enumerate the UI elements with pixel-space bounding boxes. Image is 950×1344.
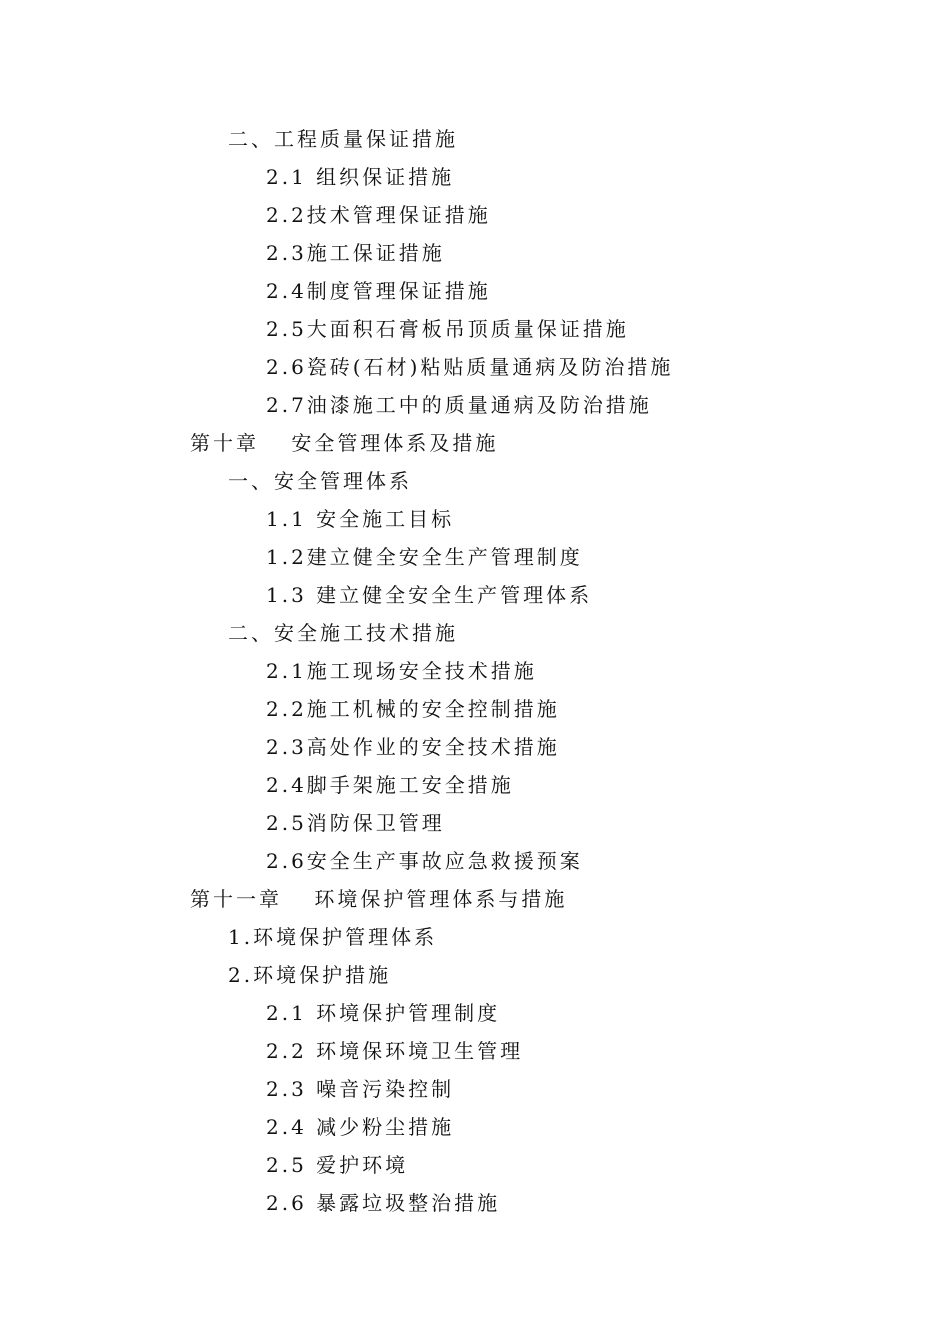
toc-item-2-3-work-at-height: 2.3高处作业的安全技术措施 [266,735,560,759]
toc-item-2-4-system-management: 2.4制度管理保证措施 [266,279,491,303]
toc-chapter-10-safety: 第十章 安全管理体系及措施 [190,431,499,455]
toc-section-safety-technical-measures: 二、安全施工技术措施 [228,621,458,645]
toc-item-2-5-protect-environment: 2.5 爱护环境 [266,1153,409,1177]
toc-item-2-1-environment-rules: 2.1 环境保护管理制度 [266,1001,501,1025]
toc-section-safety-system: 一、安全管理体系 [228,469,412,493]
toc-item-2-5-fire-security: 2.5消防保卫管理 [266,811,445,835]
toc-section-environment-measures: 2.环境保护措施 [228,963,392,987]
toc-item-2-4-dust-reduction: 2.4 减少粉尘措施 [266,1115,455,1139]
toc-item-2-2-technical-management: 2.2技术管理保证措施 [266,203,491,227]
toc-item-2-2-sanitation: 2.2 环境保环境卫生管理 [266,1039,524,1063]
toc-item-1-2-safety-rules: 1.2建立健全安全生产管理制度 [266,545,583,569]
toc-item-2-3-construction: 2.3施工保证措施 [266,241,445,265]
toc-item-2-4-scaffolding: 2.4脚手架施工安全措施 [266,773,514,797]
toc-item-2-6-emergency-plan: 2.6安全生产事故应急救援预案 [266,849,583,873]
toc-section-environment-system: 1.环境保护管理体系 [228,925,438,949]
toc-item-2-6-tile-pasting: 2.6瓷砖(石材)粘贴质量通病及防治措施 [266,355,674,379]
toc-item-2-3-noise-control: 2.3 噪音污染控制 [266,1077,455,1101]
toc-item-2-5-gypsum-ceiling: 2.5大面积石膏板吊顶质量保证措施 [266,317,629,341]
toc-item-2-6-waste-treatment: 2.6 暴露垃圾整治措施 [266,1191,501,1215]
toc-item-2-7-painting: 2.7油漆施工中的质量通病及防治措施 [266,393,652,417]
toc-chapter-11-environment: 第十一章 环境保护管理体系与措施 [190,887,568,911]
toc-item-1-3-safety-management-system: 1.3 建立健全安全生产管理体系 [266,583,593,607]
toc-item-2-2-machinery-safety: 2.2施工机械的安全控制措施 [266,697,560,721]
toc-item-1-1-safety-goal: 1.1 安全施工目标 [266,507,455,531]
toc-section-quality-assurance: 二、工程质量保证措施 [228,127,458,151]
toc-item-2-1-organization: 2.1 组织保证措施 [266,165,455,189]
toc-item-2-1-site-safety: 2.1施工现场安全技术措施 [266,659,537,683]
